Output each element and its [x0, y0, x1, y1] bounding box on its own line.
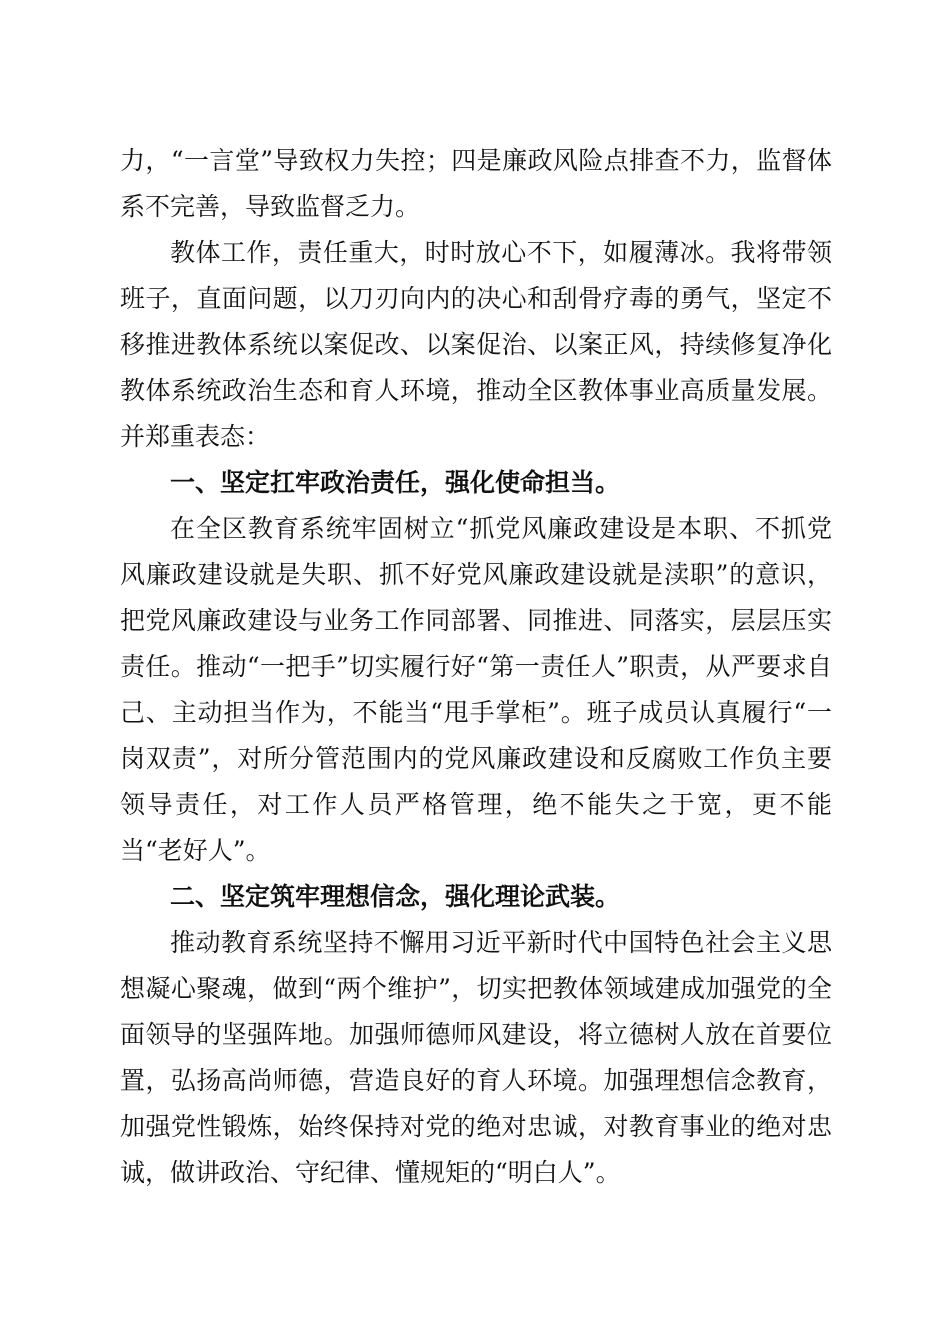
- paragraph-continuation: 力，“一言堂”导致权力失控；四是廉政风险点排查不力，监督体系不完善，导致监督乏力。: [120, 146, 832, 221]
- document-body: [120, 138, 832, 1196]
- paragraph-ideals-beliefs: 推动教育系统坚持不懈用习近平新时代中国特色社会主义思想凝心聚魂，做到“两个维护”，切实把教体领域建成加强党的全面领导的坚强阵地。加强师德师风建设，将立德树人放在首要位置，弘扬高尚师德，营造良好的育人环境。加强理想信念教育，加强党性锻炼，始终保持对党的绝对忠诚，对教育事业的绝对忠诚，做讲政治、守纪律、懂规矩的“明白人”。: [120, 928, 832, 1187]
- paragraph-political-responsibility: 在全区教育系统牢固树立“抓党风廉政建设是本职、不抓党风廉政建设就是失职、抓不好党风廉政建设就是渎职”的意识，把党风廉政建设与业务工作同部署、同推进、同落实，层层压实责任。推动“一把手”切实履行好“第一责任人”职责，从严要求自己、主动担当作为，不能当“甩手掌柜”。班子成员认真履行“一岗双责”，对所分管范围内的党风廉政建设和反腐败工作负主要领导责任，对工作人员严格管理，绝不能失之于宽，更不能当“老好人”。: [120, 514, 832, 865]
- paragraph-commitment-intro: 教体工作，责任重大，时时放心不下，如履薄冰。我将带领班子，直面问题，以刀刃向内的决心和刮骨疗毒的勇气，坚定不移推进教体系统以案促改、以案促治、以案正风，持续修复净化教体系统政治生态和育人环境，推动全区教体事业高质量发展。并郑重表态：: [120, 238, 832, 451]
- section-heading-political-responsibility: 一、坚定扛牢政治责任，强化使命担当。: [170, 468, 621, 497]
- section-heading-ideals-beliefs: 二、坚定筑牢理想信念，强化理论武装。: [170, 882, 621, 911]
